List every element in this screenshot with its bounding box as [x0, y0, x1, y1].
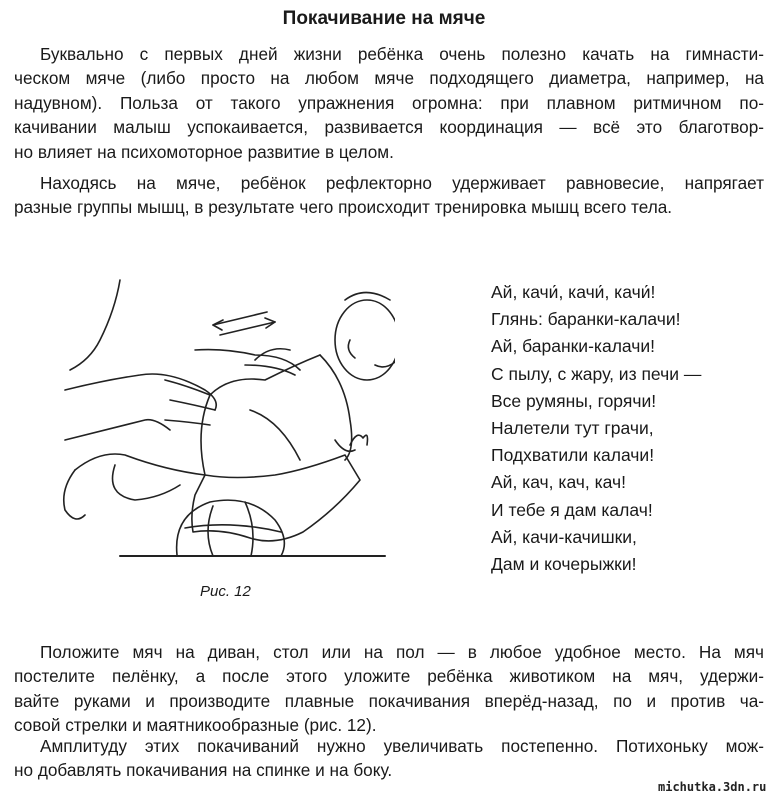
- text-line: разные группы мышц, в результате чего происходит тренировка мышц всего тела.: [14, 197, 673, 218]
- poem-line: Налетели тут грачи,: [491, 418, 654, 439]
- text-line: Положите мяч на диван, стол или на пол — в любое удобное место. На мяч: [40, 642, 764, 662]
- poem-line: Ай, кач, кач, кач!: [491, 472, 627, 493]
- text-line: надувном). Польза от такого упражнения огромна: при плавном ритмичном по-: [14, 92, 764, 113]
- text-line: постелите пелёнку, а после этого уложите ребёнка животиком на мяч, удержи-: [14, 666, 764, 687]
- poem-line: Подхватили калачи!: [491, 445, 655, 466]
- paragraph-amplitude: [14, 734, 764, 783]
- paragraph-intro: [14, 42, 764, 164]
- paragraph-balance: [14, 171, 764, 220]
- poem-line: Ай, качи́, качи́, качи́!: [491, 282, 656, 302]
- text-line: качивании малыш успокаивается, развивается координация — всё это благотвор-: [14, 117, 764, 138]
- text-line: ческом мяче (либо просто на любом мяче подходящего диаметра, например, на: [14, 68, 764, 89]
- baby-on-ball-illustration: [45, 270, 395, 575]
- paragraph-instructions: [14, 640, 764, 738]
- poem: [491, 279, 701, 578]
- text-line: Амплитуду этих покачиваний нужно увеличивать постепенно. Потихоньку мож-: [40, 736, 764, 756]
- text-line: но влияет на психомоторное развитие в целом.: [14, 141, 394, 162]
- poem-line: С пылу, с жару, из печи —: [491, 363, 702, 384]
- text-line: совой стрелки и маятникообразные (рис. 12).: [14, 715, 377, 736]
- poem-line: Ай, качи-качишки,: [491, 526, 637, 547]
- site-watermark: michutka.3dn.ru: [658, 780, 767, 794]
- poem-line: Дам и кочерыжки!: [491, 554, 637, 575]
- text-line: но добавлять покачивания на спинке и на боку.: [14, 760, 393, 781]
- poem-line: И тебе я дам калач!: [491, 499, 653, 520]
- poem-line: Глянь: баранки-калачи!: [491, 309, 681, 330]
- figure-caption: Рис. 12: [200, 583, 251, 600]
- text-line: вайте руками и производите плавные покачивания вперёд-назад, по и против ча-: [14, 690, 764, 711]
- text-line: Находясь на мяче, ребёнок рефлекторно удерживает равновесие, напрягает: [40, 173, 764, 193]
- text-line: Буквально с первых дней жизни ребёнка очень полезно качать на гимнасти-: [40, 44, 764, 64]
- page-title: Покачивание на мяче: [282, 8, 486, 29]
- poem-line: Ай, баранки-калачи!: [491, 336, 656, 357]
- poem-line: Все румяны, горячи!: [491, 390, 657, 411]
